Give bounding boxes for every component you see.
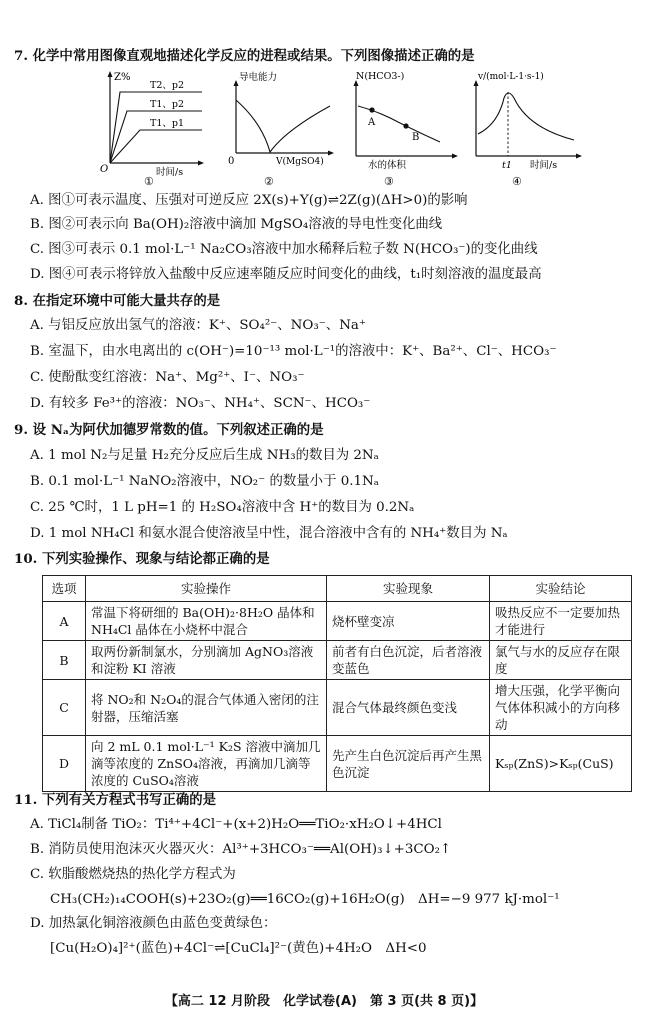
graph4-xlabel: 时间/s xyxy=(530,160,558,171)
graph4-ylabel: v/(mol·L-1·s-1) xyxy=(478,72,544,82)
graph3-caption: ③ xyxy=(384,175,394,186)
q11-option-d: D. 加热氯化铜溶液颜色由蓝色变黄绿色： xyxy=(30,916,277,931)
graph1-curve-3: T1、p1 xyxy=(150,118,185,129)
graph2-origin: 0 xyxy=(228,156,235,167)
graph1-ylabel: Z% xyxy=(114,72,131,83)
q11-option-a: A. TiCl₄制备 TiO₂：Ti⁴⁺+4Cl⁻+(x+2)H₂O══TiO₂·xH₂O↓+4HCl xyxy=(30,817,442,832)
graph-1 xyxy=(98,68,208,186)
table-row xyxy=(43,680,632,736)
table-cell: 混合气体最终颜色变浅 xyxy=(327,680,490,736)
table-cell: 吸热反应不一定要加热才能进行 xyxy=(490,602,632,641)
q8-option-c: C. 使酚酞变红溶液：Na⁺、Mg²⁺、I⁻、NO₃⁻ xyxy=(30,370,305,385)
table-cell: Kₛₚ(ZnS)>Kₛₚ(CuS) xyxy=(490,736,632,792)
graph1-caption: ① xyxy=(144,175,154,186)
table-cell: D xyxy=(43,736,86,792)
graph2-ylabel: 导电能力 xyxy=(239,72,278,83)
table-header: 实验结论 xyxy=(490,576,632,602)
table-row xyxy=(43,602,632,641)
table-header: 选项 xyxy=(43,576,86,602)
q8-option-a: A. 与铝反应放出氢气的溶液：K⁺、SO₄²⁻、NO₃⁻、Na⁺ xyxy=(30,318,366,333)
q8-option-d: D. 有较多 Fe³⁺的溶液：NO₃⁻、NH₄⁺、SCN⁻、HCO₃⁻ xyxy=(30,396,371,411)
page-footer: 【高二 12 月阶段 化学试卷(A) 第 3 页(共 8 页)】 xyxy=(164,994,484,1009)
q11-stem: 11. 下列有关方程式书写正确的是 xyxy=(14,792,217,808)
q8-stem: 8. 在指定环境中可能大量共存的是 xyxy=(14,293,221,309)
q9-option-a: A. 1 mol N₂与足量 H₂充分反应后生成 NH₃的数目为 2Nₐ xyxy=(30,448,379,463)
q11-option-b: B. 消防员使用泡沫灭火器灭火：Al³⁺+3HCO₃⁻══Al(OH)₃↓+3CO₂↑ xyxy=(30,842,452,857)
q11-option-d-equation: [Cu(H₂O)₄]²⁺(蓝色)+4Cl⁻⇌[CuCl₄]²⁻(黄色)+4H₂O ΔH<0 xyxy=(50,941,427,956)
q11-option-c: C. 软脂酸燃烧热的热化学方程式为 xyxy=(30,867,236,882)
graph1-curve-2: T1、p2 xyxy=(150,99,185,110)
table-header: 实验操作 xyxy=(86,576,327,602)
graph2-xlabel: V(MgSO4) xyxy=(276,157,324,167)
table-header-row xyxy=(43,576,632,602)
experiment-table xyxy=(42,575,632,792)
table-cell: 取两份新制氯水，分别滴加 AgNO₃溶液和淀粉 KI 溶液 xyxy=(86,641,327,680)
q7-graphs xyxy=(98,68,618,186)
table-cell: 烧杯壁变凉 xyxy=(327,602,490,641)
table-cell: 氯气与水的反应存在限度 xyxy=(490,641,632,680)
q7-option-c: C. 图③可表示 0.1 mol·L⁻¹ Na₂CO₃溶液中加水稀释后粒子数 N(HCO₃⁻)的变化曲线 xyxy=(30,242,538,257)
table-header: 实验现象 xyxy=(327,576,490,602)
table-cell: A xyxy=(43,602,86,641)
table-cell: 前者有白色沉淀，后者溶液变蓝色 xyxy=(327,641,490,680)
q9-option-b: B. 0.1 mol·L⁻¹ NaNO₂溶液中，NO₂⁻ 的数量小于 0.1Nₐ xyxy=(30,474,379,489)
graph4-tick-t1: t1 xyxy=(502,160,512,171)
graph-4 xyxy=(468,68,588,186)
graph3-xlabel: 水的体积 xyxy=(368,160,407,171)
q9-option-c: C. 25 ℃时，1 L pH=1 的 H₂SO₄溶液中含 H⁺的数目为 0.2Nₐ xyxy=(30,500,415,515)
q8-option-b: B. 室温下，由水电离出的 c(OH⁻)=10⁻¹³ mol·L⁻¹的溶液中：K⁺、Ba²⁺、Cl⁻、HCO₃⁻ xyxy=(30,344,557,359)
table-cell: 将 NO₂和 N₂O₄的混合气体通入密闭的注射器，压缩活塞 xyxy=(86,680,327,736)
q7-stem: 7. 化学中常用图像直观地描述化学反应的进程或结果。下列图像描述正确的是 xyxy=(14,48,475,64)
graph3-point-b: B xyxy=(412,132,420,143)
graph3-ylabel: N(HCO3-) xyxy=(356,71,405,82)
graph3-point-a: A xyxy=(368,117,376,128)
table-cell: C xyxy=(43,680,86,736)
graph1-xlabel: 时间/s xyxy=(156,167,184,178)
q7-option-d: D. 图④可表示将锌放入盐酸中反应速率随反应时间变化的曲线，t₁时刻溶液的温度最高 xyxy=(30,267,542,282)
q9-stem: 9. 设 Nₐ为阿伏加德罗常数的值。下列叙述正确的是 xyxy=(14,422,324,438)
table-cell: 向 2 mL 0.1 mol·L⁻¹ K₂S 溶液中滴加几滴等浓度的 ZnSO₄溶液，再滴加几滴等浓度的 CuSO₄溶液 xyxy=(86,736,327,792)
q7-option-a: A. 图①可表示温度、压强对可逆反应 2X(s)+Y(g)⇌2Z(g)(ΔH>0)的影响 xyxy=(30,193,468,208)
q11-option-c-equation: CH₃(CH₂)₁₄COOH(s)+23O₂(g)══16CO₂(g)+16H₂O(g) ΔH=−9 977 kJ·mol⁻¹ xyxy=(50,892,560,907)
q10-stem: 10. 下列实验操作、现象与结论都正确的是 xyxy=(14,551,270,567)
graph-3 xyxy=(350,68,462,186)
table-cell: 常温下将研细的 Ba(OH)₂·8H₂O 晶体和 NH₄Cl 晶体在小烧杯中混合 xyxy=(86,602,327,641)
table-cell: 增大压强，化学平衡向气体体积减小的方向移动 xyxy=(490,680,632,736)
graph1-origin: O xyxy=(100,164,109,175)
q9-option-d: D. 1 mol NH₄Cl 和氨水混合使溶液呈中性，混合溶液中含有的 NH₄⁺数目为 Nₐ xyxy=(30,526,508,541)
table-cell: 先产生白色沉淀后再产生黑色沉淀 xyxy=(327,736,490,792)
graph4-caption: ④ xyxy=(512,175,522,186)
graph2-caption: ② xyxy=(264,175,274,186)
table-row xyxy=(43,736,632,792)
q7-option-b: B. 图②可表示向 Ba(OH)₂溶液中滴加 MgSO₄溶液的导电性变化曲线 xyxy=(30,217,443,232)
table-row xyxy=(43,641,632,680)
graph-2 xyxy=(226,68,338,186)
table-cell: B xyxy=(43,641,86,680)
graph1-curve-1: T2、p2 xyxy=(150,80,185,91)
